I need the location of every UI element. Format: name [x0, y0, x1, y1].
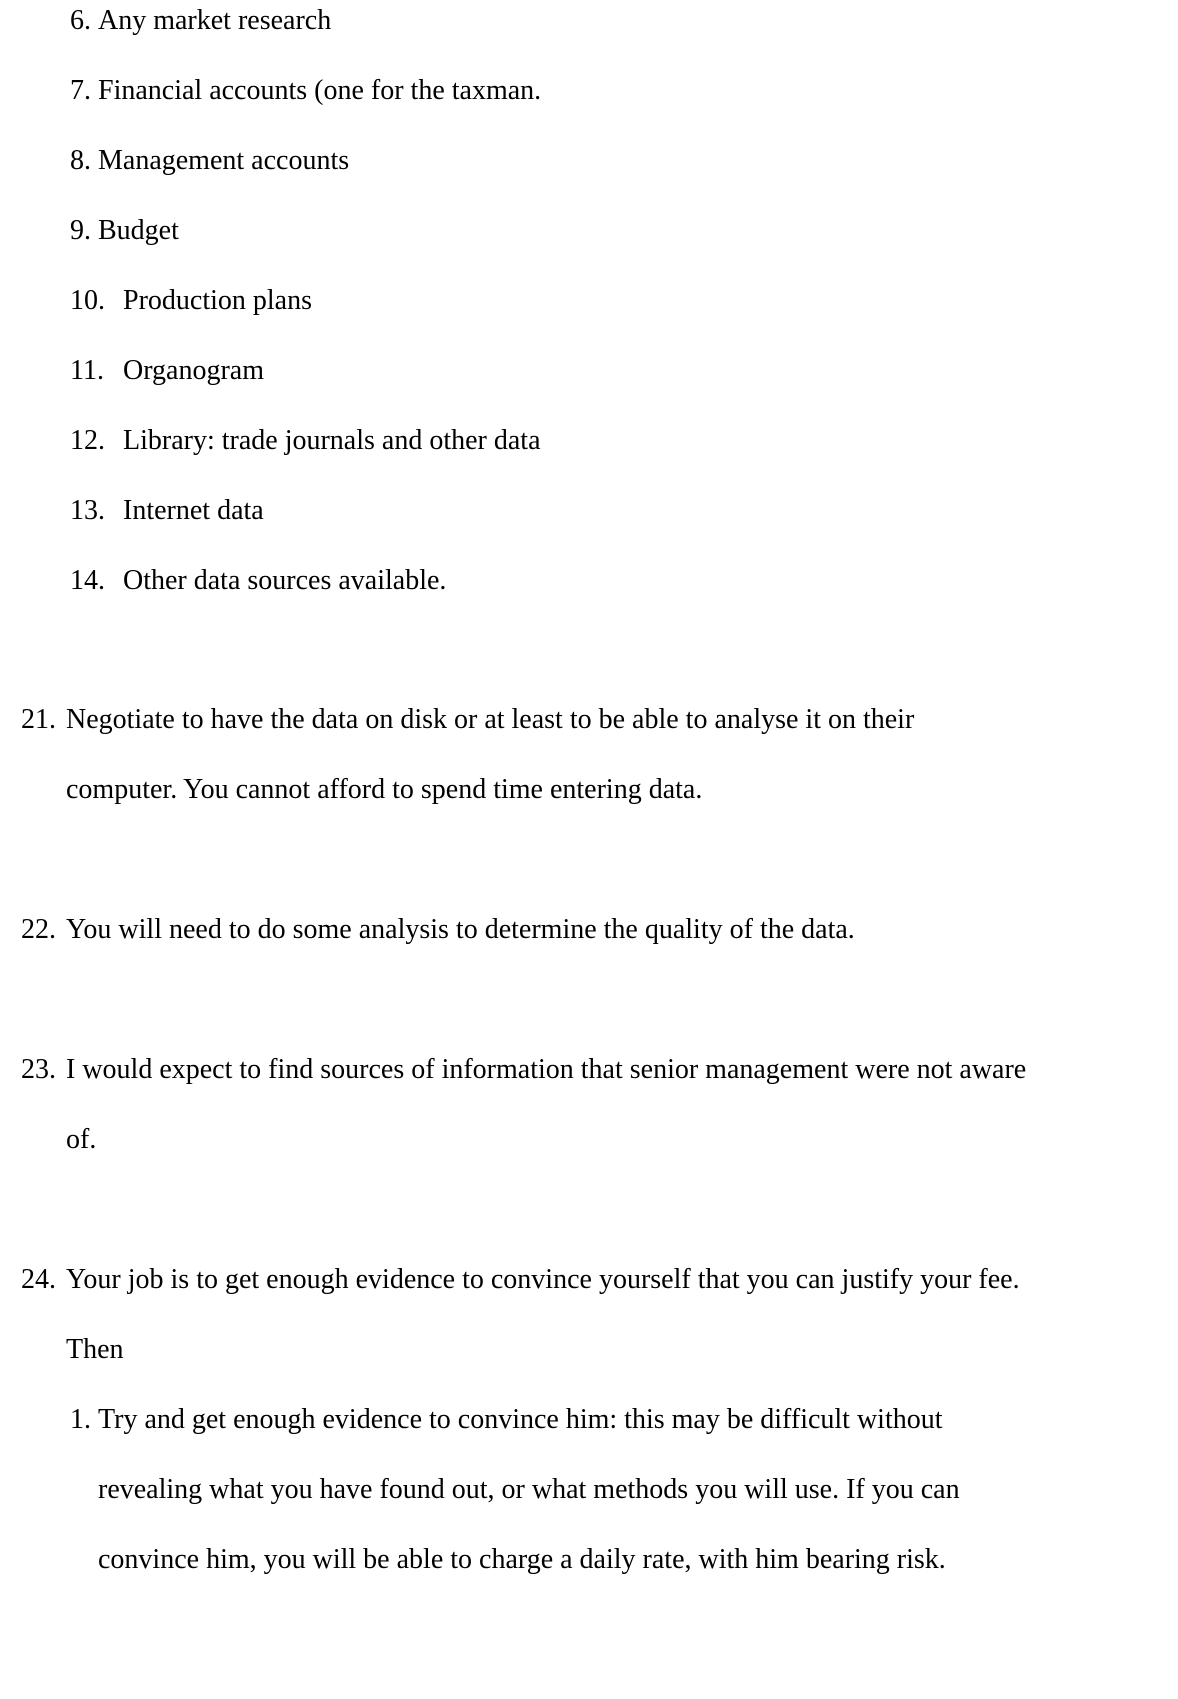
list-item-number: 10.: [70, 285, 105, 316]
list-item-text: Any market research: [98, 5, 332, 36]
list-item-number: 24.: [21, 1264, 56, 1295]
list-item-text: Management accounts: [98, 145, 350, 176]
list-item-number: 6.: [70, 5, 91, 36]
list-item-number: 9.: [70, 215, 91, 246]
list-item-text: of.: [66, 1124, 97, 1155]
list-item-number: 14.: [70, 565, 105, 596]
list-item-number: 7.: [70, 75, 91, 106]
list-item-text: Financial accounts (one for the taxman.: [98, 75, 542, 106]
list-item-text: computer. You cannot afford to spend time entering data.: [66, 774, 703, 805]
list-item-text: revealing what you have found out, or what methods you will use. If you can: [98, 1474, 960, 1505]
list-item-number: 1.: [70, 1404, 91, 1435]
list-item-text: Try and get enough evidence to convince him: this may be difficult without: [98, 1404, 943, 1435]
list-item-number: 21.: [21, 704, 56, 735]
list-item-text: Library: trade journals and other data: [123, 425, 541, 456]
list-item-text: Your job is to get enough evidence to convince yourself that you can justify your fee.: [66, 1264, 1020, 1295]
list-item-text: I would expect to find sources of information that senior management were not aware: [66, 1054, 1027, 1085]
list-item-text: Organogram: [123, 355, 264, 386]
list-item-text: You will need to do some analysis to determine the quality of the data.: [66, 914, 855, 945]
list-item-text: Then: [66, 1334, 124, 1365]
list-item-text: Budget: [98, 215, 179, 246]
list-item-text: Negotiate to have the data on disk or at least to be able to analyse it on their: [66, 704, 915, 735]
list-item-number: 22.: [21, 914, 56, 945]
list-item-number: 11.: [70, 355, 104, 386]
list-item-text: Production plans: [123, 285, 312, 316]
list-item-number: 12.: [70, 425, 105, 456]
list-item-number: 8.: [70, 145, 91, 176]
list-item-number: 23.: [21, 1054, 56, 1085]
list-item-text: convince him, you will be able to charge a daily rate, with him bearing risk.: [98, 1544, 946, 1575]
list-item-text: Other data sources available.: [123, 565, 447, 596]
list-item-text: Internet data: [123, 495, 264, 526]
list-item-number: 13.: [70, 495, 105, 526]
